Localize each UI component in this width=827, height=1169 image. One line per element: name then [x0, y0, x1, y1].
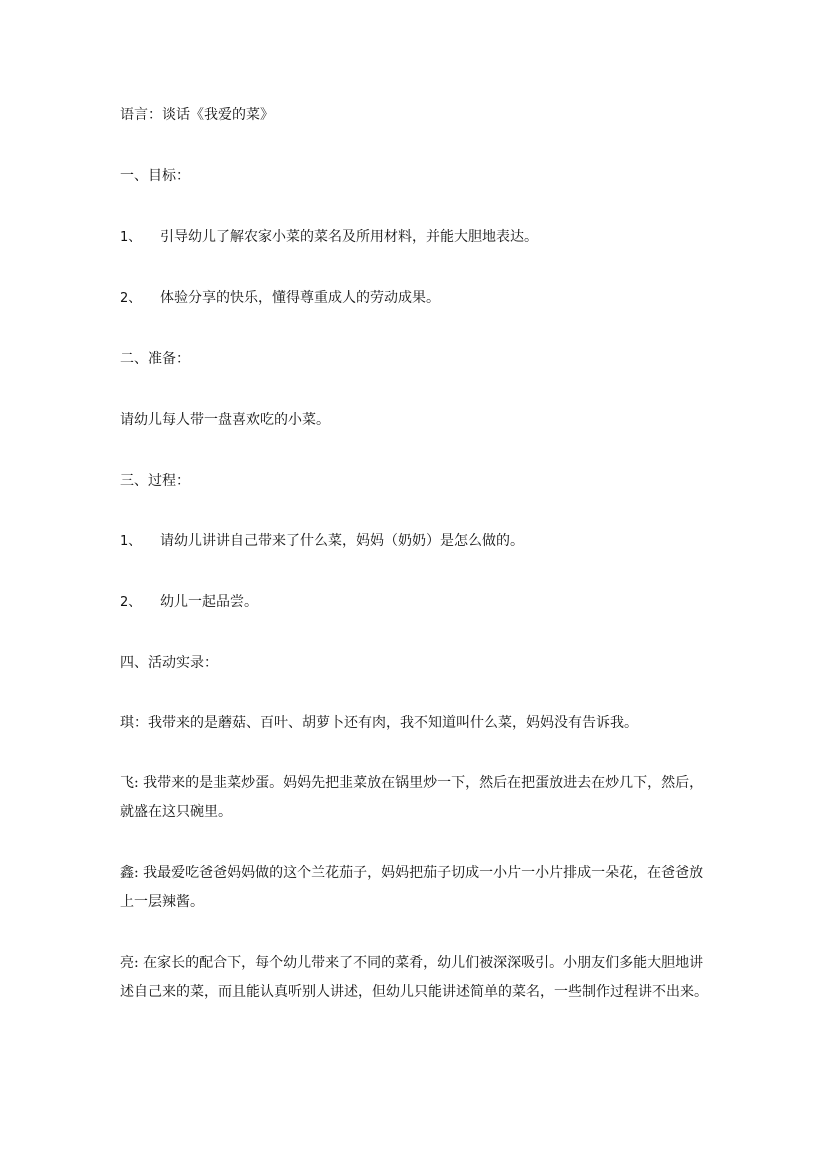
record-entry-1-text: 我带来的是蘑菇、百叶、胡萝卜还有肉，我不知道叫什么菜，妈妈没有告诉我。	[148, 715, 638, 731]
goal-item-2-number: 2、	[120, 291, 142, 306]
process-item-1-number: 1、	[120, 534, 142, 549]
prep-heading: 二、准备：	[120, 351, 190, 367]
process-item-2-text: 幼儿一起品尝。	[160, 594, 258, 610]
process-item-1-text: 请幼儿讲讲自己带来了什么菜，妈妈（奶奶）是怎么做的。	[160, 533, 524, 549]
process-item-2	[120, 588, 710, 617]
record-heading: 四、活动实录：	[120, 655, 218, 671]
goal-item-2	[120, 284, 710, 313]
record-entry-4-speaker: 亮:	[120, 955, 139, 971]
goal-item-2-text: 体验分享的快乐，懂得尊重成人的劳动成果。	[160, 290, 440, 306]
document-title: 语言：谈话《我爱的菜》	[120, 107, 274, 123]
goal-item-1-text: 引导幼儿了解农家小菜的菜名及所用材料，并能大胆地表达。	[160, 229, 538, 245]
process-item-1	[120, 527, 710, 556]
prep-text: 请幼儿每人带一盘喜欢吃的小菜。	[120, 412, 330, 428]
record-entry-3	[120, 859, 710, 917]
process-item-2-number: 2、	[120, 595, 142, 610]
record-entry-4-text: 在家长的配合下，每个幼儿带来了不同的菜肴，幼儿们被深深吸引。小朋友们多能大胆地讲述自己来的菜，而且能认真听别人讲述，但幼儿只能讲述简单的菜名，一些制作过程讲不出来。	[120, 955, 708, 1000]
process-heading: 三、过程：	[120, 473, 190, 489]
goal-item-1-number: 1、	[120, 230, 142, 245]
record-entry-3-text: 我最爱吃爸爸妈妈做的这个兰花茄子，妈妈把茄子切成一小片一小片排成一朵花，在爸爸放上一层辣酱。	[120, 865, 704, 910]
record-entry-2	[120, 769, 710, 827]
record-entry-1-speaker: 琪：	[120, 715, 148, 731]
record-entry-1	[120, 709, 710, 738]
goals-heading: 一、目标：	[120, 168, 190, 184]
record-entry-4	[120, 949, 710, 1007]
record-entry-2-speaker: 飞:	[120, 775, 139, 791]
goal-item-1	[120, 223, 710, 252]
record-entry-2-text: 我带来的是韭菜炒蛋。妈妈先把韭菜放在锅里炒一下，然后在把蛋放进去在炒几下，然后，就盛在这只碗里。	[120, 775, 704, 820]
record-entry-3-speaker: 鑫:	[120, 865, 139, 881]
